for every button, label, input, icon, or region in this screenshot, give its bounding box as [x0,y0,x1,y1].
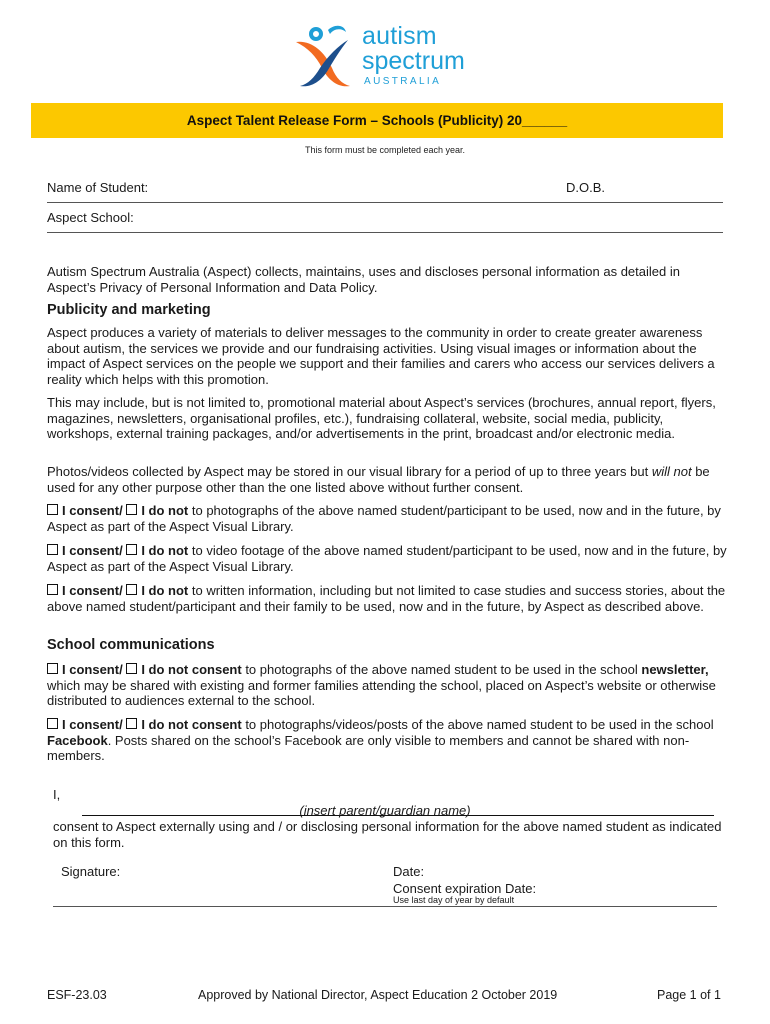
i-label: I, [53,787,61,802]
will-not-emphasis: will not [651,464,692,479]
publicity-paragraph-2: This may include, but is not limited to, promotional material about Aspect’s services (brochures, annual report, flyers, magazines, newsletters, organisational profiles, etc.), fundraising collateral, website, social media, publicity, workshops, external training packages, and/or advertisements in the print, broadcast and/or electronic media. [47,395,716,441]
intro-paragraph: Autism Spectrum Australia (Aspect) collects, maintains, uses and discloses personal information as detailed in Aspect’s Privacy of Personal Information and Data Policy. [47,264,680,295]
publicity-heading: Publicity and marketing [47,302,211,318]
checkbox-consent-written[interactable] [47,584,58,595]
publicity-paragraph-3: Photos/videos collected by Aspect may be stored in our visual library for a period of up to three years but will not be used for any other purpose other than the one listed above without further consent. [47,464,710,495]
page-number: Page 1 of 1 [657,988,721,1002]
signature-date-line[interactable] [53,906,717,907]
checkbox-do-not-video[interactable] [126,544,137,555]
signature-label: Signature: [61,864,121,879]
publicity-paragraph-1: Aspect produces a variety of materials to deliver messages to the community in order to create greater awareness about autism, the services we provide and our fundraising activities. Using visual images or information about the impact of Aspect services on the people we support and their families and carers who access our services delivers a reality which helps with this promotion. [47,325,715,387]
school-comms-heading: School communications [47,637,215,653]
consent-newsletter: I consent/ I do not consent to photographs of the above named student to be used in the school newsletter, which may be shared with existing and former families attending the school, placed on Aspect’s website or otherwise distributed to audiences external to the school. [47,662,716,708]
consent-facebook: I consent/ I do not consent to photographs/videos/posts of the above named student to be used in the school Facebook. Posts shared on the school’s Facebook are only visible to members and cannot be shared with non-members. [47,717,714,763]
checkbox-consent-photos[interactable] [47,504,58,515]
consent-photos: I consent/ I do not to photographs of the above named student/participant to be used, now and in the future, by Aspect as part of the Aspect Visual Library. [47,503,721,534]
checkbox-consent-newsletter[interactable] [47,663,58,674]
student-name-field[interactable] [47,180,723,203]
student-name-label: Name of Student: [47,180,149,195]
checkbox-consent-facebook[interactable] [47,718,58,729]
checkbox-consent-video[interactable] [47,544,58,555]
form-note: This form must be completed each year. [304,145,466,155]
aspect-school-label: Aspect School: [47,210,134,225]
aspect-logo [290,18,490,92]
approval-note: Approved by National Director, Aspect Education 2 October 2019 [198,988,558,1002]
logo-word-autism: autism [362,22,437,50]
date-label: Date: [393,864,425,879]
logo-word-spectrum: spectrum [362,47,465,75]
checkbox-do-not-written[interactable] [126,584,137,595]
guardian-name-note: (insert parent/guardian name) [299,803,471,818]
checkbox-do-not-photos[interactable] [126,504,137,515]
logo-figure-icon [290,20,360,90]
form-title: Aspect Talent Release Form – Schools (Publicity) 20______ [31,103,723,138]
expiration-label: Consent expiration Date: [393,881,537,896]
expiration-hint: Use last day of year by default [393,895,515,905]
consent-video: I consent/ I do not to video footage of the above named student/participant to be used, now and in the future, by Aspect as part of the Aspect Visual Library. [47,543,727,574]
consent-statement: consent to Aspect externally using and / or disclosing personal information for the above named student as indicated on this form. [53,819,722,850]
aspect-school-field[interactable] [47,210,723,233]
form-code: ESF-23.03 [47,988,107,1002]
consent-written: I consent/ I do not to written information, including but not limited to case studies and success stories, about the above named student/participant and their family to be used, now and in the future, by Aspect as described above. [47,583,726,614]
dob-label: D.O.B. [566,180,606,195]
checkbox-do-not-facebook[interactable] [126,718,137,729]
logo-word-australia: AUSTRALIA [364,76,442,87]
checkbox-do-not-newsletter[interactable] [126,663,137,674]
